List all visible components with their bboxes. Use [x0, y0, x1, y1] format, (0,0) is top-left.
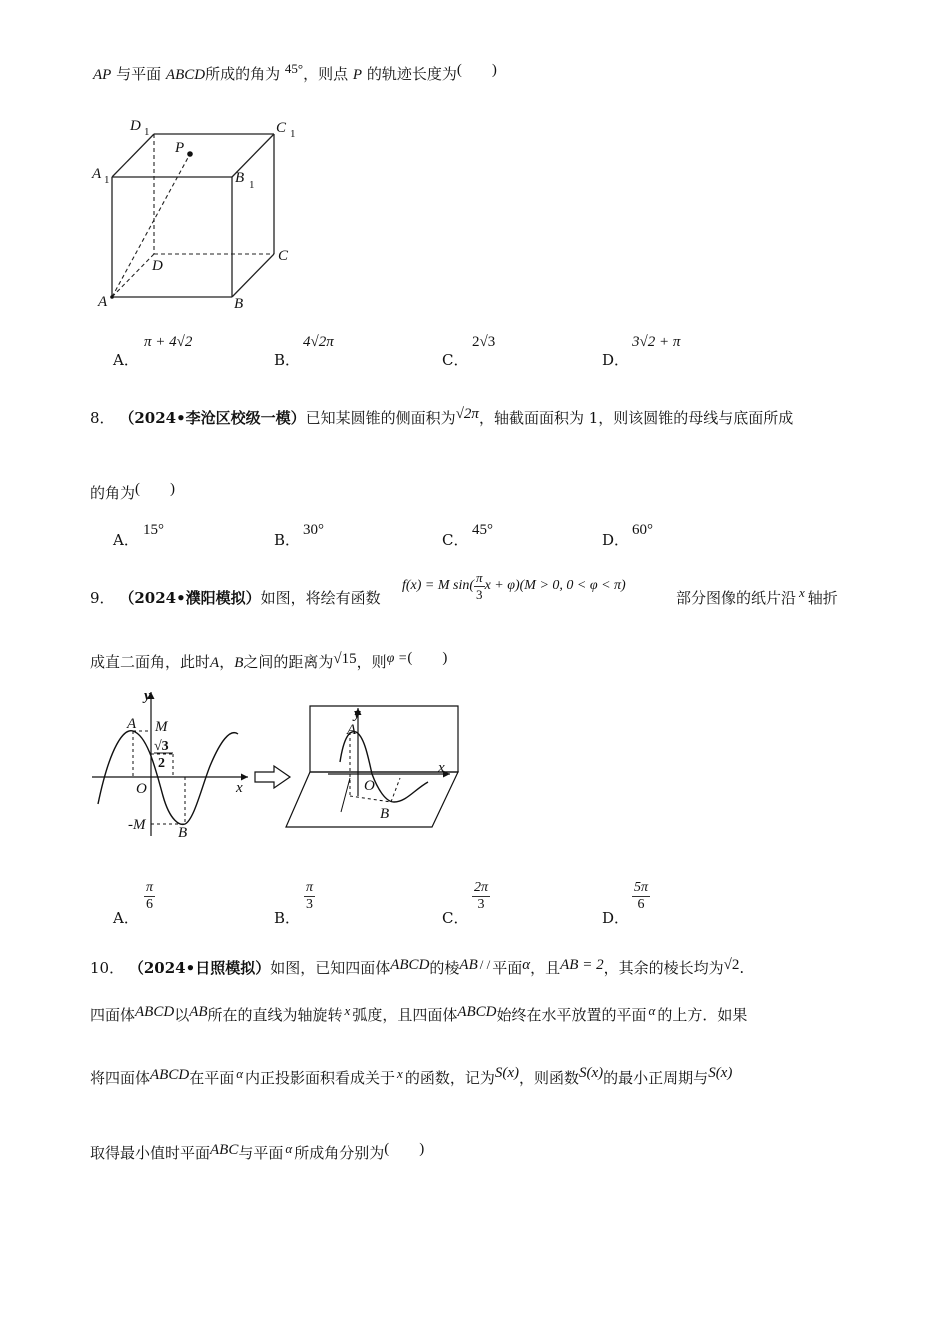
q9-option-d-value	[632, 880, 650, 913]
point-p	[187, 151, 193, 157]
q10-l2-d: 弧度，且四面体	[352, 1006, 458, 1024]
q8-answer-paren: ( )	[135, 481, 176, 497]
q7-option-c[interactable]	[442, 350, 468, 370]
q9-line2-c: ，则	[356, 653, 387, 671]
q9-dist: √15	[333, 651, 357, 667]
fig-label-a: A	[127, 716, 137, 732]
q10-l3-a: 将四面体	[90, 1069, 151, 1087]
label-b: B	[234, 296, 244, 312]
fig2-label-y: y	[354, 706, 361, 722]
opt-num: π	[146, 880, 154, 895]
q10-l3-c: 内正投影面积看成关于	[245, 1069, 396, 1087]
q10-l1-f: .	[739, 959, 745, 977]
q7-text-b: 所成的角为	[205, 65, 281, 83]
q10-line4	[90, 1143, 424, 1164]
q10-answer-paren: ( )	[384, 1141, 425, 1157]
q7-abcd: ABCD	[165, 67, 206, 83]
q8-option-c-value: 45°	[472, 522, 493, 538]
q10-l2-alpha: α	[648, 1003, 656, 1018]
q10-l3-alpha: α	[236, 1066, 244, 1081]
cube-figure	[88, 112, 303, 317]
q10-l1-abcd: ABCD	[390, 957, 430, 973]
q9-option-b-value	[304, 880, 315, 913]
fig-label-two: 2	[158, 756, 165, 771]
fig-label-root3: √3	[154, 739, 169, 754]
q10-l1-e: ，其余的棱长均为	[603, 959, 724, 977]
q7-text-d: 的轨迹长度为	[366, 65, 457, 83]
q10-l1-b: 的棱	[429, 959, 460, 977]
q9-func-fraction	[474, 570, 485, 603]
q7-line1	[93, 61, 497, 85]
option-label: B．	[274, 531, 301, 549]
q10-l4-b: 与平面	[238, 1144, 284, 1162]
q10-l1-root: √2	[723, 957, 740, 973]
q10-l3-x: x	[397, 1066, 403, 1081]
q10-l1-ab: AB	[459, 957, 478, 973]
option-label: D．	[602, 909, 630, 927]
q10-line1	[90, 958, 744, 979]
q7-option-d-value: 3√2 + π	[632, 334, 681, 350]
label-d1-sub: 1	[144, 126, 150, 138]
sine-fold-figure	[88, 686, 468, 846]
q8-line1	[90, 408, 793, 429]
opt-num: π	[306, 880, 314, 895]
q10-l2-abcd: ABCD	[135, 1004, 175, 1020]
q9-option-d[interactable]	[602, 908, 629, 928]
q8-option-d[interactable]	[602, 530, 629, 550]
label-a1-sub: 1	[104, 174, 110, 186]
q10-l2-f: 的上方．如果	[657, 1006, 748, 1024]
q8-option-a[interactable]	[113, 530, 139, 550]
q10-number: 10．	[90, 959, 125, 977]
label-p: P	[175, 140, 185, 156]
fig2-label-a: A	[347, 722, 357, 738]
opt-den: 3	[477, 897, 485, 912]
fig-label-neg-m: -M	[128, 817, 146, 833]
q7-text-c: ，则点	[303, 65, 349, 83]
q9-comma: ，	[219, 653, 235, 671]
q9-pt-a: A	[210, 655, 220, 671]
q9-option-a[interactable]	[113, 908, 139, 928]
opt-den: 3	[306, 897, 313, 912]
q10-l2-a: 四面体	[90, 1006, 136, 1024]
transform-arrow-icon	[255, 766, 290, 788]
q9-line2	[90, 652, 447, 674]
q10-l4-alpha: α	[285, 1141, 293, 1156]
q8-option-b[interactable]	[274, 530, 300, 550]
label-c: C	[278, 248, 289, 264]
q10-l2-e: 始终在水平放置的平面	[496, 1006, 647, 1024]
q9-option-b[interactable]	[274, 908, 300, 928]
fig2-label-o: O	[364, 778, 375, 794]
fig2-label-x: x	[438, 760, 445, 776]
label-c1-sub: 1	[290, 128, 296, 140]
fig-label-b: B	[178, 825, 188, 841]
label-b1-sub: 1	[249, 179, 255, 191]
label-a1: A	[92, 166, 102, 182]
q10-source: （2024•日照模拟）	[128, 959, 271, 977]
q7-answer-paren: ( )	[456, 62, 497, 78]
option-label: A．	[113, 531, 139, 549]
fig2-label-b: B	[380, 806, 390, 822]
q9-function	[402, 566, 626, 606]
q10-sx-2: S(x)	[579, 1065, 604, 1081]
q10-l3-e: ，则函数	[519, 1069, 580, 1087]
q7-p: P	[352, 67, 363, 83]
q9-pt-b: B	[234, 655, 244, 671]
q8-source: （2024•李沧区校级一模）	[119, 409, 306, 427]
q10-l2-c: 所在的直线为轴旋转	[207, 1006, 343, 1024]
q10-l4-c: 所成角分别为	[294, 1144, 385, 1162]
q7-text-a: 与平面	[116, 65, 162, 83]
option-label: A．	[113, 351, 139, 369]
q10-l2-b: 以	[174, 1006, 190, 1024]
label-b1: B	[235, 170, 245, 186]
option-label: A．	[113, 909, 139, 927]
fig-label-m: M	[155, 719, 168, 735]
option-label: C．	[442, 531, 469, 549]
q8-option-d-value: 60°	[632, 522, 653, 538]
q10-sx-1: S(x)	[494, 1065, 519, 1081]
q9-option-c-value	[472, 880, 490, 913]
label-d1: D	[130, 118, 141, 134]
label-d: D	[152, 258, 163, 274]
q10-l1-eq: AB = 2	[560, 957, 604, 973]
q9-line1-right	[676, 585, 838, 609]
option-label: D．	[602, 351, 630, 369]
option-label: B．	[274, 351, 301, 369]
q10-l4-a: 取得最小值时平面	[90, 1144, 211, 1162]
q8-line2	[90, 483, 175, 504]
option-label: C．	[442, 909, 469, 927]
q9-line1-left	[90, 588, 381, 608]
q8-line2-text: 的角为	[90, 484, 136, 502]
q7-option-a-value: π + 4√2	[144, 334, 193, 350]
q7-option-b-value: 4√2π	[303, 334, 334, 350]
q9-text-a: 如图，将绘有函数	[260, 589, 381, 607]
q7-option-d[interactable]	[602, 350, 629, 370]
q10-l1-c: 平面	[492, 959, 523, 977]
option-label: C．	[442, 351, 469, 369]
q10-l1-d: ，且	[530, 959, 561, 977]
q9-text-c: 轴折	[807, 589, 838, 607]
q10-l2-x: x	[344, 1003, 351, 1018]
q9-option-c[interactable]	[442, 908, 468, 928]
fig-label-o: O	[136, 781, 147, 797]
q10-line3	[90, 1065, 733, 1089]
q9-option-a-value	[144, 880, 155, 913]
q8-text-a: 已知某圆锥的侧面积为	[305, 409, 456, 427]
q9-number: 9．	[90, 589, 115, 607]
q9-axis-var: x	[799, 585, 805, 600]
q9-line2-b: 之间的距离为	[243, 653, 334, 671]
q9-phi: φ =	[386, 651, 408, 666]
q10-l2-ab: AB	[189, 1004, 208, 1020]
q8-option-c[interactable]	[442, 530, 468, 550]
q8-text-b: ，轴截面面积为 1，则该圆锥的母线与底面所成	[478, 409, 794, 427]
fig-label-y: y	[144, 688, 151, 704]
q10-line2	[90, 1005, 747, 1026]
opt-num: 2π	[474, 880, 489, 895]
q8-area: √2π	[455, 406, 479, 422]
label-c1: C	[276, 120, 287, 136]
q8-number: 8．	[90, 409, 115, 427]
q7-option-a[interactable]	[113, 350, 139, 370]
q9-answer-paren: ( )	[407, 650, 448, 666]
q9-func-suffix: x + φ)(M > 0, 0 < φ < π)	[484, 578, 626, 593]
q7-option-c-value: 2√3	[472, 334, 496, 350]
q10-l1-a: 如图，已知四面体	[270, 959, 391, 977]
option-label: D．	[602, 531, 630, 549]
opt-den: 6	[637, 897, 645, 912]
option-label: B．	[274, 909, 301, 927]
q10-l3-abcd: ABCD	[150, 1067, 190, 1083]
q10-alpha: α	[522, 957, 531, 973]
q9-line2-a: 成直二面角，此时	[90, 653, 211, 671]
q7-option-b[interactable]	[274, 350, 300, 370]
opt-num: 5π	[634, 880, 649, 895]
q9-func-den: 3	[476, 586, 483, 602]
q7-angle: 45°	[284, 61, 304, 76]
opt-den: 6	[146, 897, 153, 912]
q9-source: （2024•濮阳模拟）	[119, 589, 261, 607]
q8-option-a-value: 15°	[143, 522, 164, 538]
q10-sx-3: S(x)	[708, 1065, 733, 1081]
q9-text-b: 部分图像的纸片沿	[676, 589, 797, 607]
q9-func-prefix: f(x) = M sin(	[402, 578, 475, 593]
q10-l2-abcd2: ABCD	[457, 1004, 497, 1020]
q10-l1-par: / /	[479, 957, 491, 972]
q7-ap: AP	[93, 67, 112, 83]
q10-l3-f: 的最小正周期与	[603, 1069, 709, 1087]
label-a: A	[98, 294, 108, 310]
q8-option-b-value: 30°	[303, 522, 324, 538]
q10-l4-abc: ABC	[210, 1142, 239, 1158]
q10-l3-b: 在平面	[189, 1069, 235, 1087]
q10-l3-d: 的函数，记为	[404, 1069, 495, 1087]
fig-label-x: x	[236, 780, 243, 796]
q9-func-num: π	[476, 569, 483, 585]
